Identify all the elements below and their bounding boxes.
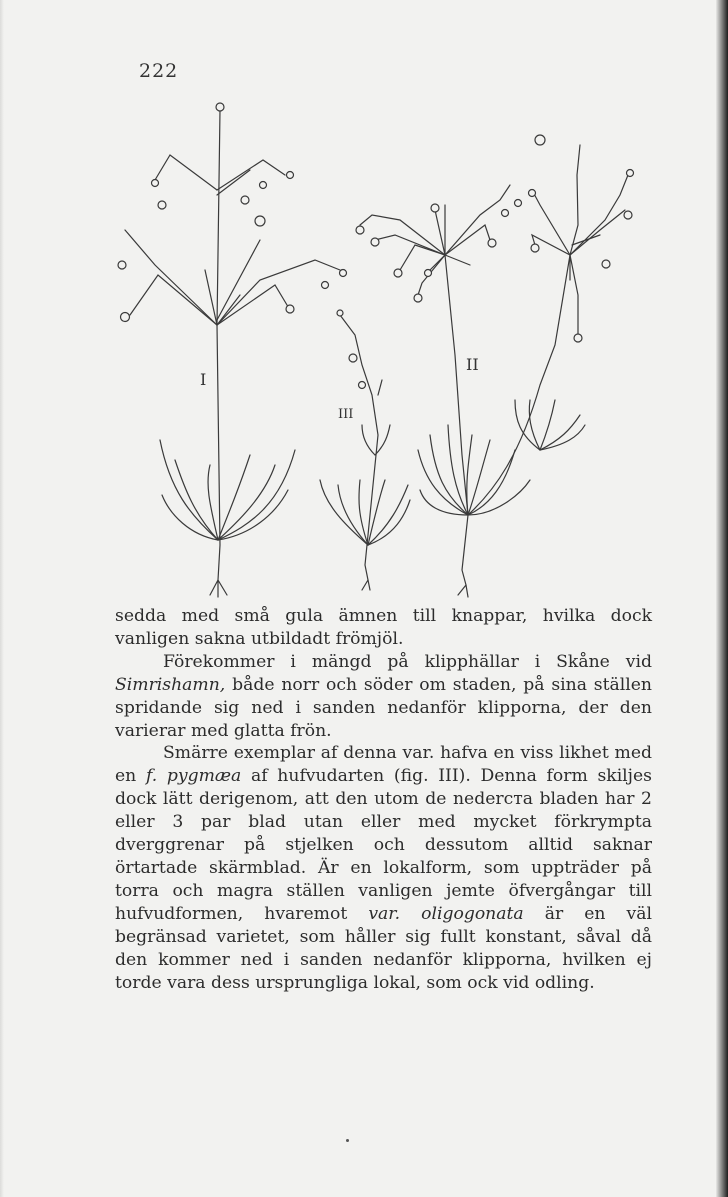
place-name: Simrishamn, bbox=[115, 674, 226, 695]
paragraph-2-text-a: Förekommer i mängd på klipphällar i Skåne vid bbox=[163, 651, 652, 672]
botanical-figure bbox=[100, 95, 660, 600]
variety-name: var. oligogonata bbox=[368, 903, 524, 924]
figure-label-three: III bbox=[338, 407, 354, 422]
paragraph-1-text: sedda med små gula ämnen till knappar, hvilka dock vanligen sakna utbildadt frömjöl. bbox=[115, 606, 652, 649]
page-edge-left bbox=[0, 0, 4, 1197]
form-name: f. pygmæa bbox=[145, 766, 242, 787]
paragraph-3-text-a: Smärre exemplar af denna var. hafva en viss likhet med en bbox=[115, 743, 652, 787]
plant-three bbox=[320, 315, 410, 590]
page-edge-right bbox=[716, 0, 728, 1197]
plant-illustration bbox=[100, 95, 660, 600]
page-number: 222 bbox=[139, 60, 179, 82]
body-text bbox=[115, 605, 652, 994]
paragraph-1 bbox=[115, 605, 652, 651]
paragraph-2 bbox=[115, 651, 652, 743]
page-speck bbox=[346, 1139, 349, 1142]
paragraph-3 bbox=[115, 742, 652, 994]
figure-label-one: I bbox=[200, 370, 207, 389]
plant-two bbox=[360, 145, 630, 597]
paragraph-3-text-c: af hufvudarten (fig. III). Denna form skiljes dock lätt derigenom, att den utom de nederста bladen har 2 eller 3 par blad utan eller med mycket förkrympta dverggrenar på stjelken och dessutom alltid saknar örtartade skärmblad. Är en lokalform, som uppträder på torra och magra ställen vanligen jemte öfvergångar till hufvudformen, hvaremot bbox=[115, 766, 653, 924]
paragraph-2-text-c: både norr och söder om staden, på sina ställen spridande sig ned i sanden nedanför klipporna, der den varierar med glatta frön. bbox=[115, 674, 652, 741]
paragraph-3-text-e: är en väl begränsad varietet, som håller sig fullt konstant, såval då den kommer ned i sanden nedanför klipporna, hvilken ej torde vara dess ursprungliga lokal, som ock vid odling. bbox=[115, 903, 652, 993]
figure-label-two: II bbox=[466, 355, 479, 374]
